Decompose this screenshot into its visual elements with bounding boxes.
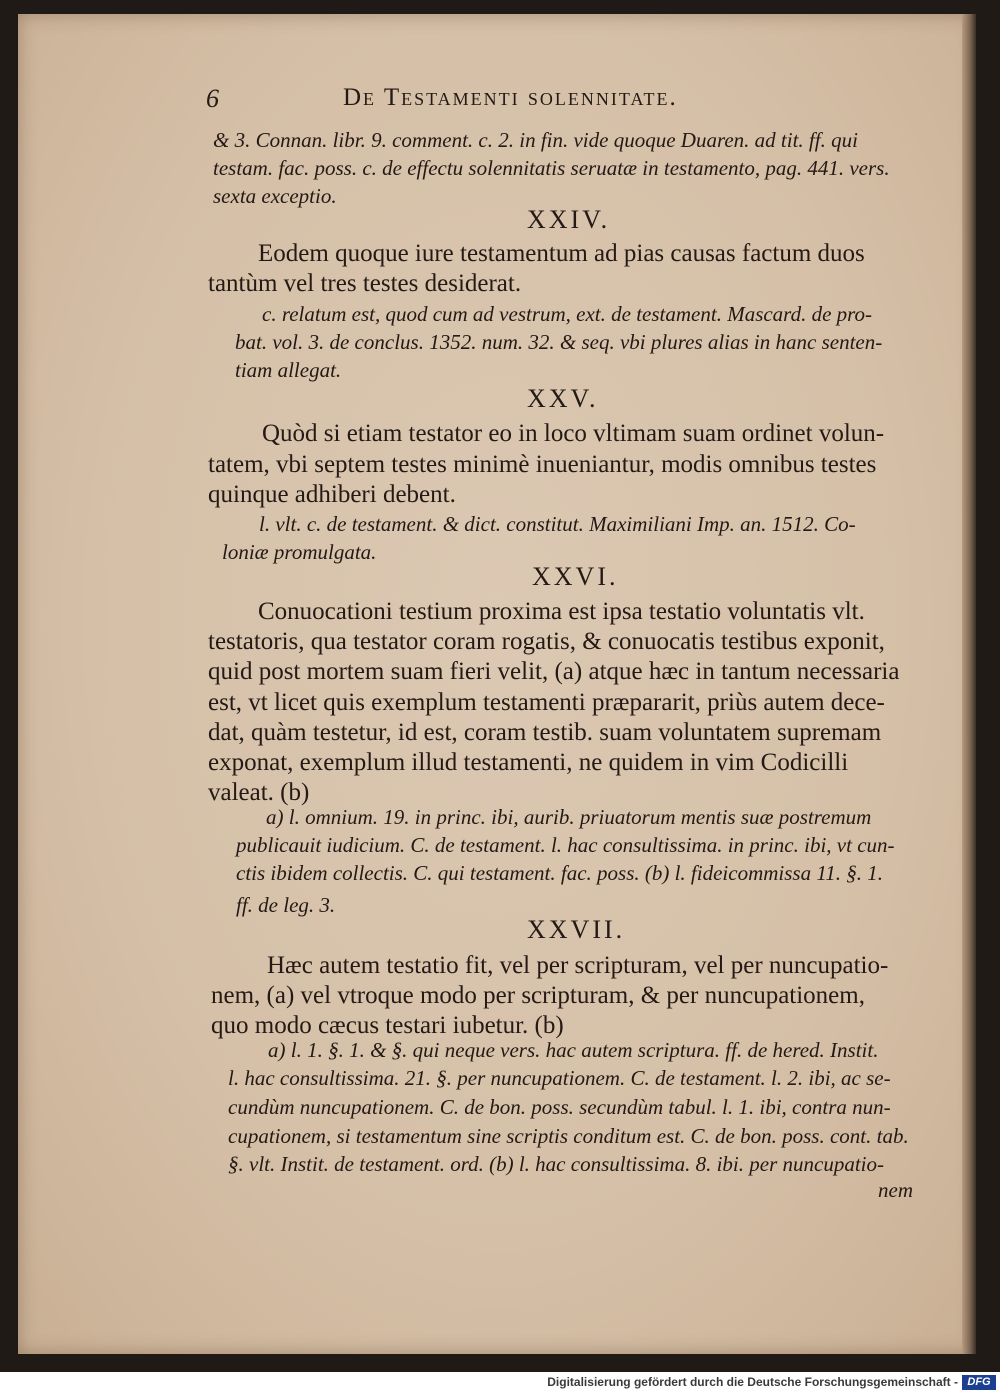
body-line: valeat. (b): [208, 779, 310, 806]
note-line: & 3. Connan. libr. 9. comment. c. 2. in fin. vide quoque Duaren. ad tit. ff. qui: [213, 128, 858, 152]
body-line: quo modo cæcus testari iubetur. (b): [211, 1012, 564, 1039]
dfg-logo[interactable]: DFG: [962, 1375, 996, 1390]
note-line: l. vlt. c. de testament. & dict. constitut. Maximiliani Imp. an. 1512. Co-: [259, 512, 856, 536]
body-line: Quòd si etiam testator eo in loco vltimam suam ordinet volun-: [262, 420, 885, 447]
section-numeral: XXIV.: [527, 205, 611, 234]
body-line: dat, quàm testetur, id est, coram testib. suam voluntatem supremam: [208, 719, 882, 746]
body-line: tantùm vel tres testes desiderat.: [208, 270, 522, 297]
page-number: 6: [206, 84, 219, 113]
note-line: loniæ promulgata.: [222, 540, 377, 564]
note-line: a) l. omnium. 19. in princ. ibi, aurib. priuatorum mentis suæ postremum: [266, 805, 872, 829]
section-numeral: XXV.: [527, 384, 599, 413]
page-edge: [962, 14, 976, 1354]
body-line: exponat, exemplum illud testamenti, ne quidem in vim Codicilli: [208, 749, 849, 776]
body-line: Hæc autem testatio fit, vel per scripturam, vel per nuncupatio-: [267, 952, 889, 979]
note-line: ctis ibidem collectis. C. qui testament. fac. poss. (b) l. fideicommissa 11. §. 1.: [236, 861, 884, 885]
note-line: bat. vol. 3. de conclus. 1352. num. 32. & seq. vbi plures alias in hanc senten-: [235, 330, 883, 354]
note-line: sexta exceptio.: [213, 184, 337, 208]
body-line: est, vt licet quis exemplum testamenti præpararit, priùs autem dece-: [208, 689, 885, 716]
note-line: tiam allegat.: [235, 358, 342, 382]
section-numeral: XXVII.: [527, 915, 626, 944]
note-line: cupationem, si testamentum sine scriptis conditum est. C. de bon. poss. cont. tab.: [228, 1124, 909, 1148]
body-line: quid post mortem suam fieri velit, (a) atque hæc in tantum necessaria: [208, 658, 900, 685]
digitization-footer: [0, 1372, 1000, 1394]
body-line: Eodem quoque iure testamentum ad pias causas factum duos: [258, 240, 865, 267]
note-line: a) l. 1. §. 1. & §. qui neque vers. hac autem scriptura. ff. de hered. Instit.: [268, 1038, 879, 1062]
body-line: Conuocationi testium proxima est ipsa testatio voluntatis vlt.: [258, 598, 865, 625]
section-numeral: XXVI.: [532, 562, 619, 591]
note-line: ff. de leg. 3.: [236, 893, 336, 917]
note-line: cundùm nuncupationem. C. de bon. poss. secundùm tabul. l. 1. ibi, contra nun-: [228, 1095, 891, 1119]
body-line: quinque adhiberi debent.: [208, 481, 456, 508]
catchword: nem: [878, 1178, 913, 1202]
note-line: l. hac consultissima. 21. §. per nuncupationem. C. de testament. l. 2. ibi, ac se-: [228, 1066, 891, 1090]
running-head: De Testamenti solennitate.: [343, 84, 678, 111]
body-line: tatem, vbi septem testes minimè inueniantur, modis omnibus testes: [208, 451, 877, 478]
body-line: nem, (a) vel vtroque modo per scripturam, & per nuncupationem,: [211, 982, 865, 1009]
note-line: c. relatum est, quod cum ad vestrum, ext. de testament. Mascard. de pro-: [262, 302, 873, 326]
note-line: publicauit iudicium. C. de testament. l. hac consultissima. in princ. ibi, vt cun-: [236, 833, 895, 857]
note-line: testam. fac. poss. c. de effectu solennitatis seruatæ in testamento, pag. 441. vers.: [213, 156, 890, 180]
funding-credit: Digitalisierung gefördert durch die Deutsche Forschungsgemeinschaft -: [547, 1375, 958, 1389]
note-line: §. vlt. Instit. de testament. ord. (b) l. hac consultissima. 8. ibi. per nuncupatio-: [228, 1152, 884, 1176]
body-line: testatoris, qua testator coram rogatis, & conuocatis testibus exponit,: [208, 628, 885, 655]
